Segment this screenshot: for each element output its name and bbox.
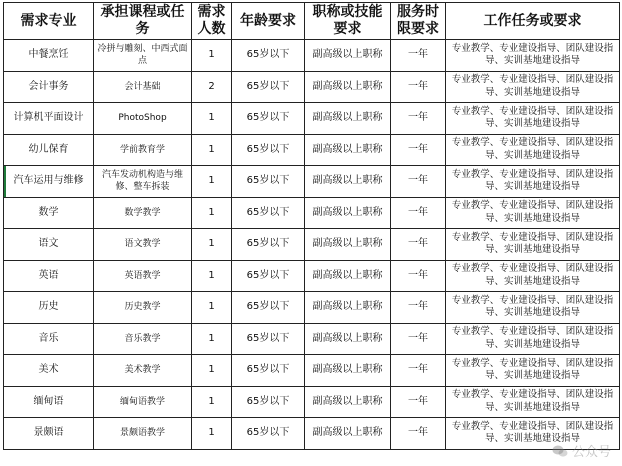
cell-count[interactable]: 1 xyxy=(192,103,232,135)
cell-title[interactable]: 副高级以上职称 xyxy=(305,323,391,355)
cell-count[interactable]: 1 xyxy=(192,166,232,198)
cell-course[interactable]: 冷拼与雕刻、中西式面点 xyxy=(94,40,192,72)
cell-count[interactable]: 1 xyxy=(192,134,232,166)
cell-task[interactable]: 专业教学、专业建设指导、团队建设指导、实训基地建设指导 xyxy=(446,197,620,229)
cell-title[interactable]: 副高级以上职称 xyxy=(305,197,391,229)
table-row[interactable] xyxy=(4,292,620,324)
cell-age[interactable]: 65岁以下 xyxy=(232,197,305,229)
cell-title[interactable]: 副高级以上职称 xyxy=(305,260,391,292)
cell-title[interactable]: 副高级以上职称 xyxy=(305,71,391,103)
cell-major[interactable]: 英语 xyxy=(4,260,94,292)
cell-course[interactable]: 英语教学 xyxy=(94,260,192,292)
table-row[interactable] xyxy=(4,355,620,387)
cell-major[interactable]: 数学 xyxy=(4,197,94,229)
cell-term[interactable]: 一年 xyxy=(391,386,446,418)
cell-age[interactable]: 65岁以下 xyxy=(232,166,305,198)
table-row[interactable] xyxy=(4,134,620,166)
table-row[interactable] xyxy=(4,166,620,198)
cell-task[interactable]: 专业教学、专业建设指导、团队建设指导、实训基地建设指导 xyxy=(446,323,620,355)
table-row[interactable] xyxy=(4,260,620,292)
cell-title[interactable]: 副高级以上职称 xyxy=(305,103,391,135)
cell-term[interactable]: 一年 xyxy=(391,355,446,387)
cell-major[interactable]: 音乐 xyxy=(4,323,94,355)
table-row[interactable] xyxy=(4,103,620,135)
table-row[interactable] xyxy=(4,418,620,450)
cell-term[interactable]: 一年 xyxy=(391,260,446,292)
cell-major[interactable]: 汽车运用与维修 xyxy=(4,166,94,198)
cell-count[interactable]: 1 xyxy=(192,418,232,450)
cell-age[interactable]: 65岁以下 xyxy=(232,323,305,355)
cell-age[interactable]: 65岁以下 xyxy=(232,386,305,418)
cell-term[interactable]: 一年 xyxy=(391,229,446,261)
cell-task[interactable]: 专业教学、专业建设指导、团队建设指导、实训基地建设指导 xyxy=(446,71,620,103)
cell-count[interactable]: 1 xyxy=(192,260,232,292)
cell-course[interactable]: 景颇语教学 xyxy=(94,418,192,450)
cell-count[interactable]: 1 xyxy=(192,197,232,229)
cell-major[interactable]: 幼儿保育 xyxy=(4,134,94,166)
cell-count[interactable]: 1 xyxy=(192,40,232,72)
header-task: 工作任务或要求 xyxy=(446,3,620,40)
cell-count[interactable]: 1 xyxy=(192,292,232,324)
cell-count[interactable]: 1 xyxy=(192,229,232,261)
cell-age[interactable]: 65岁以下 xyxy=(232,292,305,324)
cell-term[interactable]: 一年 xyxy=(391,197,446,229)
cell-title[interactable]: 副高级以上职称 xyxy=(305,166,391,198)
cell-term[interactable]: 一年 xyxy=(391,103,446,135)
cell-course[interactable]: 数学教学 xyxy=(94,197,192,229)
cell-course[interactable]: 汽车发动机构造与维修、整车拆装 xyxy=(94,166,192,198)
cell-course[interactable]: 美术教学 xyxy=(94,355,192,387)
cell-major[interactable]: 中餐烹饪 xyxy=(4,40,94,72)
cell-task[interactable]: 专业教学、专业建设指导、团队建设指导、实训基地建设指导 xyxy=(446,292,620,324)
cell-title[interactable]: 副高级以上职称 xyxy=(305,386,391,418)
cell-term[interactable]: 一年 xyxy=(391,134,446,166)
table-row[interactable] xyxy=(4,323,620,355)
cell-age[interactable]: 65岁以下 xyxy=(232,134,305,166)
cell-task[interactable]: 专业教学、专业建设指导、团队建设指导、实训基地建设指导 xyxy=(446,103,620,135)
cell-term[interactable]: 一年 xyxy=(391,292,446,324)
watermark-text: 公众号 xyxy=(571,445,611,460)
cell-major[interactable]: 语文 xyxy=(4,229,94,261)
table-row[interactable] xyxy=(4,229,620,261)
cell-age[interactable]: 65岁以下 xyxy=(232,103,305,135)
cell-task[interactable]: 专业教学、专业建设指导、团队建设指导、实训基地建设指导 xyxy=(446,418,620,450)
cell-course[interactable]: 历史教学 xyxy=(94,292,192,324)
table-row[interactable] xyxy=(4,197,620,229)
cell-count[interactable]: 2 xyxy=(192,71,232,103)
table-row[interactable] xyxy=(4,386,620,418)
cell-title[interactable]: 副高级以上职称 xyxy=(305,355,391,387)
header-course: 承担课程或任务 xyxy=(94,3,192,40)
cell-term[interactable]: 一年 xyxy=(391,323,446,355)
cell-major[interactable]: 会计事务 xyxy=(4,71,94,103)
requirements-sheet xyxy=(3,2,619,464)
cell-age[interactable]: 65岁以下 xyxy=(232,229,305,261)
cell-task[interactable]: 专业教学、专业建设指导、团队建设指导、实训基地建设指导 xyxy=(446,40,620,72)
cell-term[interactable]: 一年 xyxy=(391,71,446,103)
cell-course[interactable]: PhotoShop xyxy=(94,103,192,135)
table-row[interactable] xyxy=(4,40,620,72)
cell-title[interactable]: 副高级以上职称 xyxy=(305,292,391,324)
header-major: 需求专业 xyxy=(4,3,94,40)
cell-title[interactable]: 副高级以上职称 xyxy=(305,40,391,72)
cell-major[interactable]: 美术 xyxy=(4,355,94,387)
cell-age[interactable]: 65岁以下 xyxy=(232,418,305,450)
cell-course[interactable]: 学前教育学 xyxy=(94,134,192,166)
cell-major[interactable]: 计算机平面设计 xyxy=(4,103,94,135)
cell-major[interactable]: 历史 xyxy=(4,292,94,324)
cell-title[interactable]: 副高级以上职称 xyxy=(305,134,391,166)
header-row xyxy=(4,3,620,40)
cell-count[interactable]: 1 xyxy=(192,355,232,387)
cell-task[interactable]: 专业教学、专业建设指导、团队建设指导、实训基地建设指导 xyxy=(446,260,620,292)
cell-term[interactable]: 一年 xyxy=(391,166,446,198)
requirements-table xyxy=(3,2,620,450)
header-age: 年龄要求 xyxy=(232,3,305,40)
cell-age[interactable]: 65岁以下 xyxy=(232,355,305,387)
cell-task[interactable]: 专业教学、专业建设指导、团队建设指导、实训基地建设指导 xyxy=(446,355,620,387)
cell-count[interactable]: 1 xyxy=(192,323,232,355)
header-term: 服务时限要求 xyxy=(391,3,446,40)
cell-title[interactable]: 副高级以上职称 xyxy=(305,229,391,261)
cell-task[interactable]: 专业教学、专业建设指导、团队建设指导、实训基地建设指导 xyxy=(446,166,620,198)
table-row[interactable] xyxy=(4,71,620,103)
cell-course[interactable]: 缅甸语教学 xyxy=(94,386,192,418)
cell-age[interactable]: 65岁以下 xyxy=(232,71,305,103)
cell-task[interactable]: 专业教学、专业建设指导、团队建设指导、实训基地建设指导 xyxy=(446,386,620,418)
cell-term[interactable]: 一年 xyxy=(391,40,446,72)
cell-age[interactable]: 65岁以下 xyxy=(232,40,305,72)
cell-count[interactable]: 1 xyxy=(192,386,232,418)
cell-course[interactable]: 语文教学 xyxy=(94,229,192,261)
header-count: 需求人数 xyxy=(192,3,232,40)
header-title: 职称或技能要求 xyxy=(305,3,391,40)
cell-term[interactable]: 一年 xyxy=(391,418,446,450)
cell-title[interactable]: 副高级以上职称 xyxy=(305,418,391,450)
cell-course[interactable]: 音乐教学 xyxy=(94,323,192,355)
cell-task[interactable]: 专业教学、专业建设指导、团队建设指导、实训基地建设指导 xyxy=(446,229,620,261)
cell-major[interactable]: 缅甸语 xyxy=(4,386,94,418)
cell-task[interactable]: 专业教学、专业建设指导、团队建设指导、实训基地建设指导 xyxy=(446,134,620,166)
cell-age[interactable]: 65岁以下 xyxy=(232,260,305,292)
cell-course[interactable]: 会计基础 xyxy=(94,71,192,103)
cell-major[interactable]: 景颇语 xyxy=(4,418,94,450)
